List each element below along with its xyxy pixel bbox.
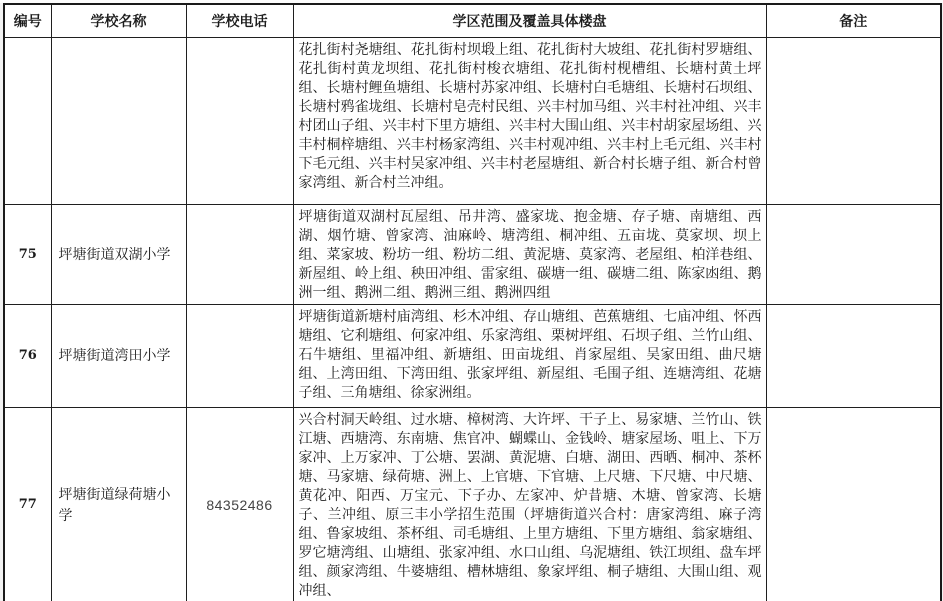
number-cell: 75 bbox=[4, 204, 51, 304]
district-range-cell: 兴合村洞天岭组、过水塘、樟树湾、大许坪、干子上、易家塘、兰竹山、铁江塘、西塘湾、东南塘、焦官冲、蝴蝶山、金钱岭、塘家屋场、咀上、下万家冲、上万家冲、丁公塘、罢湖、黄泥塘、白塘、湖田、西晒、桐冲、茶杯塘、马家塘、绿荷塘、洲上、上官塘、下官塘、上尺塘、下尺塘、中尺塘、黄花冲、阳西、万宝元、下子办、左家冲、炉昔塘、木塘、曾家湾、长塘子、兰冲组、原三丰小学招生范围（坪塘街道兴合村：唐家湾组、麻子湾组、鲁家坡组、茶杯组、司毛塘组、上里方塘组、下里方塘组、翁家塘组、罗它塘湾组、山塘组、张家冲组、水口山组、乌泥塘组、铁江坝组、盘车坪组、颜家湾组、牛婆塘组、槽林塘组、象家坪组、桐子塘组、大围山组、观冲组、 bbox=[293, 407, 766, 601]
district-range-cell: 坪塘街道新塘村庙湾组、杉木冲组、存山塘组、芭蕉塘组、七庙冲组、怀西塘组、它利塘组、何家冲组、乐家湾组、栗树坪组、石坝子组、兰竹山组、石牛塘组、里福冲组、新塘组、田亩垅组、肖家屋组、吴家田组、曲尺塘组、上湾田组、下湾田组、张家坪组、新屋组、毛围子组、连塘湾组、花塘子组、三角塘组、徐家洲组。 bbox=[293, 304, 766, 407]
district-range-cell: 花扎街村尧塘组、花扎街村坝塅上组、花扎街村大坡组、花扎街村罗塘组、花扎街村黄龙坝组、花扎街村梭衣塘组、花扎街村枧槽组、长塘村黄土坪组、长塘村鲤鱼塘组、长塘村苏家冲组、长塘村白毛塘组、长塘村石坝组、长塘村鸦雀垅组、长塘村皂壳村民组、兴丰村加马组、兴丰村社冲组、兴丰村团山子组、兴丰村下里方塘组、兴丰村大围山组、兴丰村胡家屋场组、兴丰村桐梓塘组、兴丰村杨家湾组、兴丰村观冲组、兴丰村上毛元组、兴丰村下毛元组、兴丰村吴家冲组、兴丰村老屋塘组、新合村长塘子组、新合村曾家湾组、新合村兰冲组。 bbox=[293, 37, 766, 204]
note-cell bbox=[766, 304, 941, 407]
school-phone-cell bbox=[186, 304, 293, 407]
note-cell bbox=[766, 204, 941, 304]
number-cell bbox=[4, 37, 51, 204]
table-row-continuation bbox=[4, 37, 941, 204]
header-row bbox=[4, 4, 941, 37]
number-cell: 76 bbox=[4, 304, 51, 407]
school-name-cell: 坪塘街道湾田小学 bbox=[51, 304, 186, 407]
school-name-cell: 坪塘街道绿荷塘小学 bbox=[51, 407, 186, 601]
header-school-name: 学校名称 bbox=[51, 4, 186, 37]
note-cell bbox=[766, 407, 941, 601]
note-cell bbox=[766, 37, 941, 204]
header-number: 编号 bbox=[4, 4, 51, 37]
school-phone-cell bbox=[186, 204, 293, 304]
number-cell: 77 bbox=[4, 407, 51, 601]
school-name-cell: 坪塘街道双湖小学 bbox=[51, 204, 186, 304]
header-school-phone: 学校电话 bbox=[186, 4, 293, 37]
school-name-cell bbox=[51, 37, 186, 204]
table-row-76 bbox=[4, 304, 941, 407]
table-row-77 bbox=[4, 407, 941, 601]
school-phone-cell bbox=[186, 37, 293, 204]
table-row-75 bbox=[4, 204, 941, 304]
school-district-table-page bbox=[0, 3, 943, 601]
school-district-table bbox=[3, 3, 942, 601]
district-range-cell: 坪塘街道双湖村瓦屋组、吊井湾、盛家垅、抱金塘、存子塘、南塘组、西湖、烟竹塘、曾家湾、油麻岭、塘湾组、桐冲组、五亩垅、莫家坝、坝上组、菜家坡、粉坊一组、粉坊二组、黄泥塘、莫家湾、老屋组、柏洋巷组、新屋组、岭上组、秧田冲组、雷家组、碳塘一组、碳塘二组、陈家凼组、鹅洲一组、鹅洲二组、鹅洲三组、鹅洲四组 bbox=[293, 204, 766, 304]
header-note: 备注 bbox=[766, 4, 941, 37]
school-phone-cell: 84352486 bbox=[186, 407, 293, 601]
header-district-range: 学区范围及覆盖具体楼盘 bbox=[293, 4, 766, 37]
